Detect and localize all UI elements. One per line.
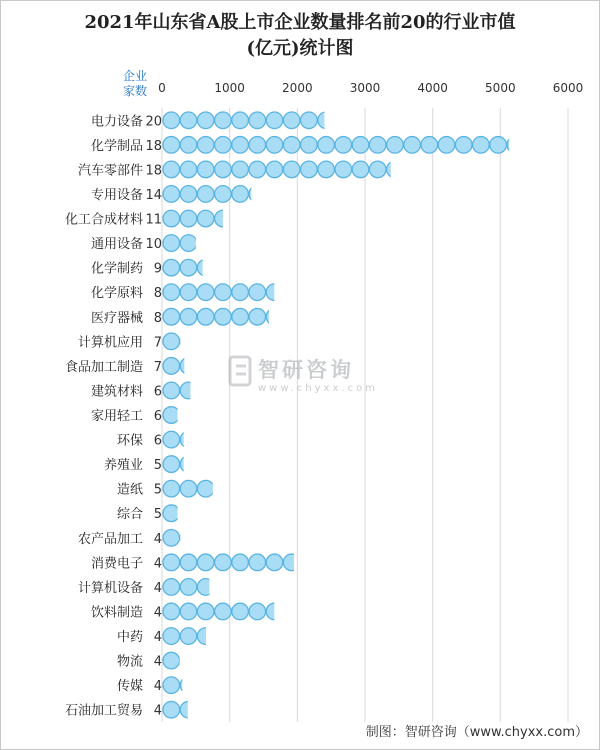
bubble	[163, 530, 180, 547]
bubble	[163, 358, 180, 375]
bubble	[163, 112, 180, 129]
bubble	[301, 112, 318, 129]
bubble	[163, 186, 180, 203]
company-count-header-line1: 企业	[122, 69, 147, 83]
category-label: 饮料制造	[90, 605, 143, 621]
category-label: 综合	[116, 507, 143, 523]
category-label: 医疗器械	[90, 310, 143, 326]
category-row	[104, 456, 197, 473]
company-count: 8	[153, 310, 162, 326]
value-bar	[163, 284, 283, 301]
category-row	[91, 603, 283, 620]
bubble	[215, 112, 232, 129]
category-label: 建筑材料	[90, 384, 143, 400]
value-bar	[163, 480, 214, 497]
company-count: 7	[153, 359, 162, 375]
category-row	[91, 137, 524, 154]
category-label: 环保	[116, 433, 143, 449]
category-label: 造纸	[116, 482, 143, 498]
company-count: 5	[153, 507, 162, 523]
bubble	[438, 137, 455, 154]
category-row	[91, 308, 283, 325]
bubble	[180, 358, 197, 375]
bubble	[163, 235, 180, 252]
bubble	[215, 554, 232, 571]
bubble	[232, 137, 249, 154]
bubble	[266, 308, 283, 325]
value-bar	[163, 701, 197, 718]
x-axis-ticks	[158, 81, 583, 95]
category-row	[78, 161, 403, 178]
category-row	[78, 333, 197, 350]
category-label: 汽车零部件	[77, 163, 143, 179]
bubble	[180, 210, 197, 227]
bubble	[215, 161, 232, 178]
bubble	[249, 137, 266, 154]
bubble	[232, 308, 249, 325]
value-bar	[163, 554, 300, 571]
category-row	[117, 431, 197, 448]
bubble	[180, 628, 197, 645]
category-label: 传媒	[116, 679, 143, 695]
company-count: 4	[153, 630, 162, 646]
bubble	[215, 186, 232, 203]
bubble	[318, 161, 335, 178]
category-row	[117, 652, 180, 669]
bubble	[163, 431, 180, 448]
category-label: 计算机应用	[77, 335, 143, 351]
bubble	[180, 259, 197, 276]
bubble	[197, 137, 214, 154]
category-label: 石油加工贸易	[64, 703, 143, 719]
bubble	[369, 161, 386, 178]
bubble	[232, 554, 249, 571]
category-label: 农产品加工	[77, 531, 143, 547]
x-tick-label: 6000	[552, 81, 584, 95]
value-bar	[163, 431, 197, 448]
bubble	[180, 186, 197, 203]
bubble	[387, 161, 404, 178]
category-label: 化学制药	[90, 261, 143, 277]
bubble	[180, 284, 197, 301]
bubble	[180, 333, 197, 350]
bubble	[163, 333, 180, 350]
value-bar	[163, 603, 283, 620]
company-count: 4	[153, 605, 162, 621]
value-bar	[163, 186, 266, 203]
value-bar	[163, 333, 197, 350]
bubble	[180, 530, 197, 547]
bubble	[163, 407, 180, 424]
value-bar	[163, 161, 403, 178]
company-count: 4	[153, 654, 162, 670]
bubble	[180, 431, 197, 448]
bubble	[215, 308, 232, 325]
bubble	[163, 701, 180, 718]
x-tick-label: 1000	[214, 81, 245, 95]
watermark-logo-icon	[230, 357, 250, 385]
category-label: 食品加工制造	[64, 359, 143, 375]
bubble	[197, 259, 214, 276]
bubble	[455, 137, 472, 154]
company-count: 10	[145, 237, 162, 253]
bubble	[249, 554, 266, 571]
bubble	[163, 308, 180, 325]
bubble	[197, 161, 214, 178]
bubble	[197, 480, 214, 497]
value-bar	[163, 210, 231, 227]
bubble	[180, 603, 197, 620]
bubble	[163, 480, 180, 497]
bubble	[197, 554, 214, 571]
category-row	[91, 112, 334, 129]
watermark	[230, 357, 378, 394]
value-bar	[163, 652, 180, 669]
x-tick-label: 2000	[282, 81, 313, 95]
watermark-name: 智研咨询	[258, 358, 354, 382]
category-row	[117, 480, 214, 497]
category-row	[117, 677, 197, 694]
bubble	[232, 186, 249, 203]
bubble	[266, 554, 283, 571]
bubble	[197, 628, 214, 645]
bubble	[163, 284, 180, 301]
value-bar	[163, 259, 214, 276]
bubble	[163, 628, 180, 645]
bubble	[180, 112, 197, 129]
company-count: 4	[153, 703, 162, 719]
bubble	[232, 284, 249, 301]
value-bar	[163, 235, 197, 252]
category-label: 物流	[116, 654, 143, 670]
bubble	[180, 701, 197, 718]
bubble	[180, 308, 197, 325]
value-bar	[163, 505, 180, 522]
value-bar	[163, 530, 197, 547]
category-label: 化工合成材料	[64, 212, 143, 228]
bubble	[163, 137, 180, 154]
bubble	[163, 456, 180, 473]
bubble	[163, 579, 180, 596]
bubble	[197, 284, 214, 301]
bubble	[249, 603, 266, 620]
chart-title-line1: 2021年山东省A股上市企业数量排名前20的行业市值	[84, 12, 516, 33]
bubble	[266, 603, 283, 620]
company-count: 18	[145, 138, 162, 154]
bubble	[163, 554, 180, 571]
x-tick-label: 4000	[417, 81, 448, 95]
bubble	[180, 480, 197, 497]
bubble	[180, 579, 197, 596]
category-row	[91, 235, 197, 252]
bubble	[180, 554, 197, 571]
bubble	[301, 161, 318, 178]
bubble	[215, 137, 232, 154]
bubble	[163, 677, 180, 694]
company-count: 4	[153, 531, 162, 547]
bubble	[163, 382, 180, 399]
bubble	[473, 137, 490, 154]
bubble	[335, 137, 352, 154]
bubble	[490, 137, 507, 154]
footer-source: 制图：智研咨询（www.chyxx.com）	[365, 725, 588, 740]
category-row	[117, 505, 180, 522]
value-bar	[163, 358, 197, 375]
bubble	[352, 137, 369, 154]
category-row	[91, 407, 180, 424]
category-label: 专用设备	[90, 187, 143, 203]
company-count: 6	[153, 409, 162, 424]
bubble	[232, 603, 249, 620]
bubble	[215, 284, 232, 301]
bubble	[249, 112, 266, 129]
bubble	[197, 579, 214, 596]
company-count: 20	[145, 114, 162, 130]
company-count: 5	[153, 482, 162, 498]
category-label: 计算机设备	[77, 580, 143, 596]
bubble	[232, 161, 249, 178]
bubble	[283, 161, 300, 178]
category-row	[78, 530, 197, 547]
value-bar	[163, 456, 197, 473]
bubble	[318, 137, 335, 154]
value-bar	[163, 628, 214, 645]
bubble	[249, 161, 266, 178]
x-tick-label: 3000	[349, 81, 381, 95]
bubble	[215, 210, 232, 227]
category-label: 化学原料	[90, 286, 143, 302]
company-count: 4	[153, 679, 162, 695]
value-bar	[163, 308, 283, 325]
bubble	[283, 112, 300, 129]
bubble	[180, 456, 197, 473]
bubble	[266, 161, 283, 178]
category-label: 养殖业	[103, 458, 143, 474]
bubble	[197, 603, 214, 620]
company-count-header-line2: 家数	[122, 84, 147, 98]
chart-rows	[65, 112, 524, 719]
company-count: 8	[153, 286, 162, 302]
category-label: 中药	[116, 630, 143, 646]
bubble	[283, 137, 300, 154]
company-count: 7	[153, 335, 162, 351]
category-row	[65, 358, 197, 375]
bubble	[232, 112, 249, 129]
bubble	[163, 210, 180, 227]
bubble	[301, 137, 318, 154]
company-count: 6	[153, 384, 162, 400]
bubble	[352, 161, 369, 178]
bubble	[180, 382, 197, 399]
bubble	[404, 137, 421, 154]
bubble	[215, 603, 232, 620]
category-row	[91, 284, 283, 301]
bubble	[266, 284, 283, 301]
bubble	[318, 112, 335, 129]
bubble	[249, 308, 266, 325]
bubble	[180, 137, 197, 154]
value-bar	[163, 677, 197, 694]
company-count: 9	[153, 261, 162, 277]
bubble	[249, 186, 266, 203]
bubble	[163, 603, 180, 620]
category-row	[65, 701, 197, 718]
category-label: 家用轻工	[90, 409, 143, 424]
value-bar	[163, 579, 214, 596]
company-count: 4	[153, 556, 162, 572]
category-label: 通用设备	[90, 237, 143, 253]
bubble	[163, 505, 180, 522]
x-tick-label: 5000	[485, 81, 516, 95]
bubble	[421, 137, 438, 154]
company-count: 11	[145, 212, 162, 228]
company-count: 6	[153, 433, 162, 449]
company-count: 14	[145, 187, 162, 203]
category-label: 电力设备	[90, 114, 143, 130]
bubble	[197, 112, 214, 129]
company-count: 5	[153, 458, 162, 474]
company-count: 18	[145, 163, 162, 179]
category-label: 化学制品	[90, 138, 143, 154]
bubble	[507, 137, 524, 154]
watermark-url: www.chyxx.com	[258, 383, 378, 394]
category-row	[117, 628, 214, 645]
category-row	[78, 579, 214, 596]
bubble	[163, 652, 180, 669]
chart-title-line2: (亿元)统计图	[246, 38, 354, 59]
value-bar	[163, 407, 180, 424]
bubble	[180, 235, 197, 252]
bubble	[387, 137, 404, 154]
category-row	[91, 259, 214, 276]
bubble	[163, 259, 180, 276]
bubble	[266, 112, 283, 129]
bubble	[197, 308, 214, 325]
bubble	[197, 186, 214, 203]
bubble	[163, 161, 180, 178]
category-row	[65, 210, 231, 227]
category-row	[91, 554, 300, 571]
category-row	[91, 186, 266, 203]
bubble	[197, 210, 214, 227]
category-row	[91, 382, 197, 399]
category-label: 消费电子	[90, 556, 143, 572]
bubble	[180, 677, 197, 694]
company-count: 4	[153, 580, 162, 596]
value-bar	[163, 112, 334, 129]
bubble	[249, 284, 266, 301]
value-bar	[163, 137, 524, 154]
bubble	[335, 161, 352, 178]
value-bar	[163, 382, 197, 399]
x-tick-label: 0	[158, 81, 166, 95]
bubble	[369, 137, 386, 154]
bubble	[180, 161, 197, 178]
bubble	[266, 137, 283, 154]
